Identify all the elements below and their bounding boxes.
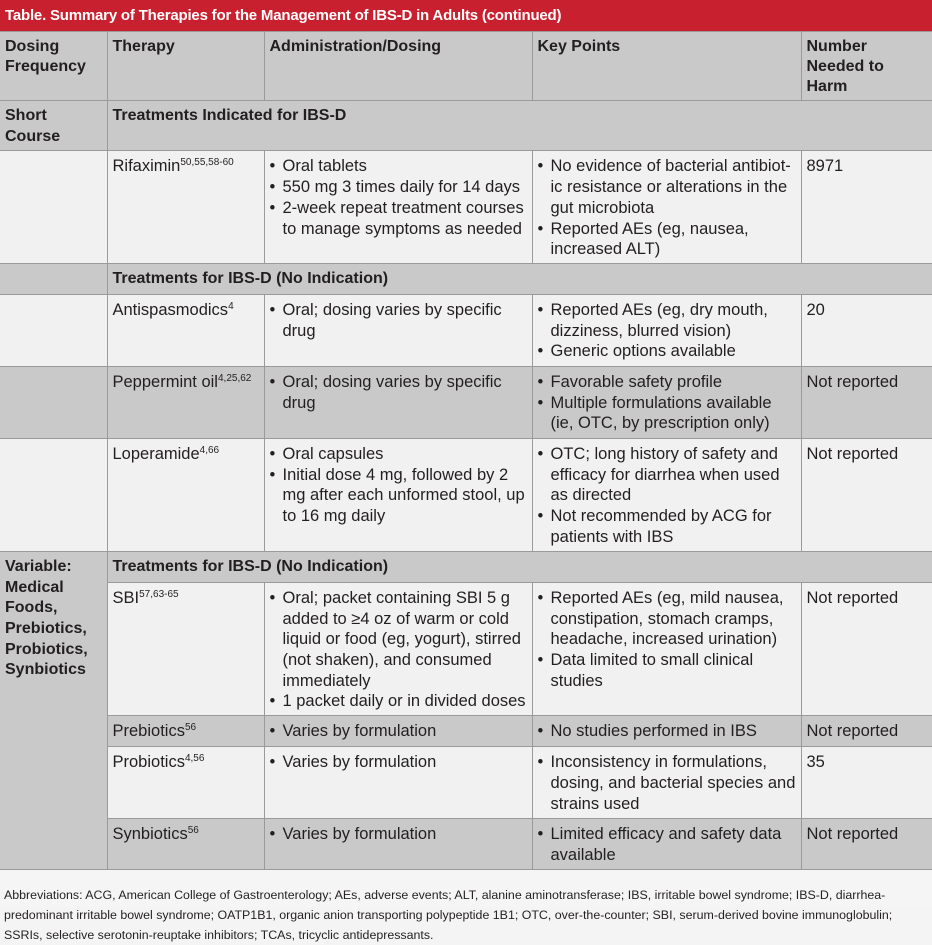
- reference-sup: 57,63-65: [139, 588, 179, 600]
- admin-cell: [264, 151, 532, 264]
- reference-sup: 50,55,58-60: [180, 157, 234, 169]
- bullet-item: • Oral tablets: [270, 156, 527, 177]
- admin-list: [270, 752, 527, 773]
- abbreviations-footnote: Abbreviations: ACG, American College of Gastroenterology; AEs, adverse events; ALT, alanine aminotransferase; IBS, irritable bowel syndrome; IBS-D, diarrhea-predominant irritable bowel syndrome; OATP1B1, organic anion transporting polypeptide 1B1; OTC, over-the-counter; SBI, serum-derived bovine immunoglobulin; SSRIs, selective serotonin-reuptake inhibitors; TCAs, tricyclic antidepressants.: [4, 888, 893, 943]
- therapy-table: [0, 31, 932, 870]
- key-list: [538, 372, 796, 434]
- table-row: [0, 819, 932, 870]
- nnh-cell: 20: [801, 294, 932, 366]
- table-row: [0, 747, 932, 819]
- bullet-item: • Oral; dosing varies by specific drug: [270, 372, 527, 413]
- section-row: [0, 263, 932, 294]
- table-row: [0, 151, 932, 264]
- therapy-name: Synbiotics: [112, 825, 188, 844]
- key-list: [538, 156, 796, 260]
- bullet-item: • Data limited to small clinical studies: [538, 650, 796, 691]
- nnh-cell: Not reported: [801, 819, 932, 870]
- key-points-cell: [532, 366, 801, 438]
- group-title: Treatments for IBS-D (No Indication): [107, 263, 932, 294]
- nnh-cell: 35: [801, 747, 932, 819]
- admin-cell: [264, 716, 532, 747]
- therapy-cell: [107, 747, 264, 819]
- reference-sup: 4,25,62: [217, 372, 252, 384]
- therapy-cell: [107, 819, 264, 870]
- frequency-cell-empty: [0, 151, 107, 264]
- table-row: [0, 366, 932, 438]
- therapy-name: SBI: [112, 588, 140, 607]
- therapy-cell: [107, 294, 264, 366]
- bullet-item: • Reported AEs (eg, dry mouth, dizziness, blurred vision): [538, 300, 796, 341]
- nnh-cell: 8971: [801, 151, 932, 264]
- therapy-cell: [107, 438, 264, 551]
- key-points-cell: [532, 582, 801, 715]
- key-list: [538, 300, 796, 362]
- reference-sup: 4: [228, 300, 234, 312]
- admin-list: [270, 372, 527, 413]
- section-row: [0, 101, 932, 151]
- key-points-cell: [532, 747, 801, 819]
- frequency-cell-empty: [0, 294, 107, 366]
- admin-cell: [264, 366, 532, 438]
- header-administration: Administration/Dosing: [264, 32, 532, 101]
- key-list: [538, 824, 796, 865]
- bullet-item: • 1 packet daily or in divided doses: [270, 691, 527, 712]
- therapy-cell: [107, 582, 264, 715]
- table-row: [0, 582, 932, 715]
- table-title: Table. Summary of Therapies for the Management of IBS-D in Adults (continued): [0, 0, 932, 31]
- bullet-item: • 2-week repeat treatment courses to manage symptoms as needed: [270, 198, 527, 239]
- key-list: [538, 444, 796, 548]
- frequency-cell-empty: [0, 366, 107, 438]
- header-nnh: Number Needed to Harm: [801, 32, 932, 101]
- nnh-cell: Not reported: [801, 438, 932, 551]
- admin-list: [270, 300, 527, 341]
- reference-sup: 4,66: [199, 444, 220, 456]
- bullet-item: • Multiple formulations available (ie, OTC, by prescription only): [538, 393, 796, 434]
- admin-list: [270, 444, 527, 527]
- therapy-cell: [107, 366, 264, 438]
- nnh-cell: Not reported: [801, 716, 932, 747]
- bullet-item: • Oral capsules: [270, 444, 527, 465]
- bullet-item: • Varies by formulation: [270, 721, 527, 742]
- bullet-item: • Not recommended by ACG for patients with IBS: [538, 506, 796, 547]
- table-row: [0, 438, 932, 551]
- bullet-item: • Initial dose 4 mg, followed by 2 mg after each unformed stool, up to 16 mg daily: [270, 465, 527, 527]
- nnh-cell: Not reported: [801, 366, 932, 438]
- reference-sup: 56: [187, 825, 199, 837]
- key-points-cell: [532, 151, 801, 264]
- therapy-name: Probiotics: [112, 753, 185, 772]
- header-key-points: Key Points: [532, 32, 801, 101]
- key-list: [538, 588, 796, 692]
- bullet-item: • No studies performed in IBS: [538, 721, 796, 742]
- bullet-item: • Generic options available: [538, 341, 796, 362]
- bullet-item: • Varies by formulation: [270, 824, 527, 845]
- admin-cell: [264, 294, 532, 366]
- bullet-item: • Varies by formulation: [270, 752, 527, 773]
- frequency-cell-empty: [0, 263, 107, 294]
- table-row: [0, 716, 932, 747]
- therapy-name: Peppermint oil: [112, 372, 218, 391]
- nnh-cell: Not reported: [801, 582, 932, 715]
- reference-sup: 4,56: [184, 753, 205, 765]
- bullet-item: • Inconsistency in formulations, dosing, and bacterial species and strains used: [538, 752, 796, 814]
- bullet-item: • Oral; packet containing SBI 5 g added to ≥4 oz of warm or cold liquid or food (eg, yogurt), stirred (not shaken), and consumed immediately: [270, 588, 527, 692]
- frequency-cell-empty: [0, 438, 107, 551]
- key-points-cell: [532, 294, 801, 366]
- admin-list: [270, 824, 527, 845]
- therapy-name: Prebiotics: [112, 722, 185, 741]
- header-frequency: Dosing Frequency: [0, 32, 107, 101]
- bullet-item: • OTC; long history of safety and efficacy for diarrhea when used as directed: [538, 444, 796, 506]
- therapy-name: Loperamide: [112, 444, 200, 463]
- key-list: [538, 752, 796, 814]
- therapy-name: Rifaximin: [112, 157, 181, 176]
- frequency-cell: Short Course: [0, 101, 107, 151]
- frequency-cell: Variable: Medical Foods, Prebiotics, Probiotics, Synbiotics: [0, 551, 107, 869]
- therapy-name: Antispasmodics: [112, 300, 229, 319]
- admin-list: [270, 156, 527, 239]
- key-points-cell: [532, 438, 801, 551]
- admin-list: [270, 588, 527, 712]
- header-row: [0, 32, 932, 101]
- admin-list: [270, 721, 527, 742]
- admin-cell: [264, 819, 532, 870]
- admin-cell: [264, 582, 532, 715]
- group-title: Treatments for IBS-D (No Indication): [107, 551, 932, 582]
- key-points-cell: [532, 716, 801, 747]
- group-title: Treatments Indicated for IBS-D: [107, 101, 932, 151]
- bullet-item: • 550 mg 3 times daily for 14 days: [270, 177, 527, 198]
- section-row: [0, 551, 932, 582]
- admin-cell: [264, 438, 532, 551]
- admin-cell: [264, 747, 532, 819]
- bullet-item: • Oral; dosing varies by specific drug: [270, 300, 527, 341]
- reference-sup: 56: [184, 722, 197, 734]
- therapy-cell: [107, 716, 264, 747]
- table-row: [0, 294, 932, 366]
- bullet-item: • Favorable safety profile: [538, 372, 796, 393]
- bullet-item: • Reported AEs (eg, mild nausea, constipation, stomach cramps, headache, increased urination): [538, 588, 796, 650]
- key-list: [538, 721, 796, 742]
- bullet-item: • Reported AEs (eg, nausea, increased ALT): [538, 219, 796, 260]
- therapy-cell: [107, 151, 264, 264]
- header-therapy: Therapy: [107, 32, 264, 101]
- bullet-item: • No evidence of bacterial antibiot-ic resistance or alterations in the gut microbiota: [538, 156, 796, 218]
- bullet-item: • Limited efficacy and safety data available: [538, 824, 796, 865]
- key-points-cell: [532, 819, 801, 870]
